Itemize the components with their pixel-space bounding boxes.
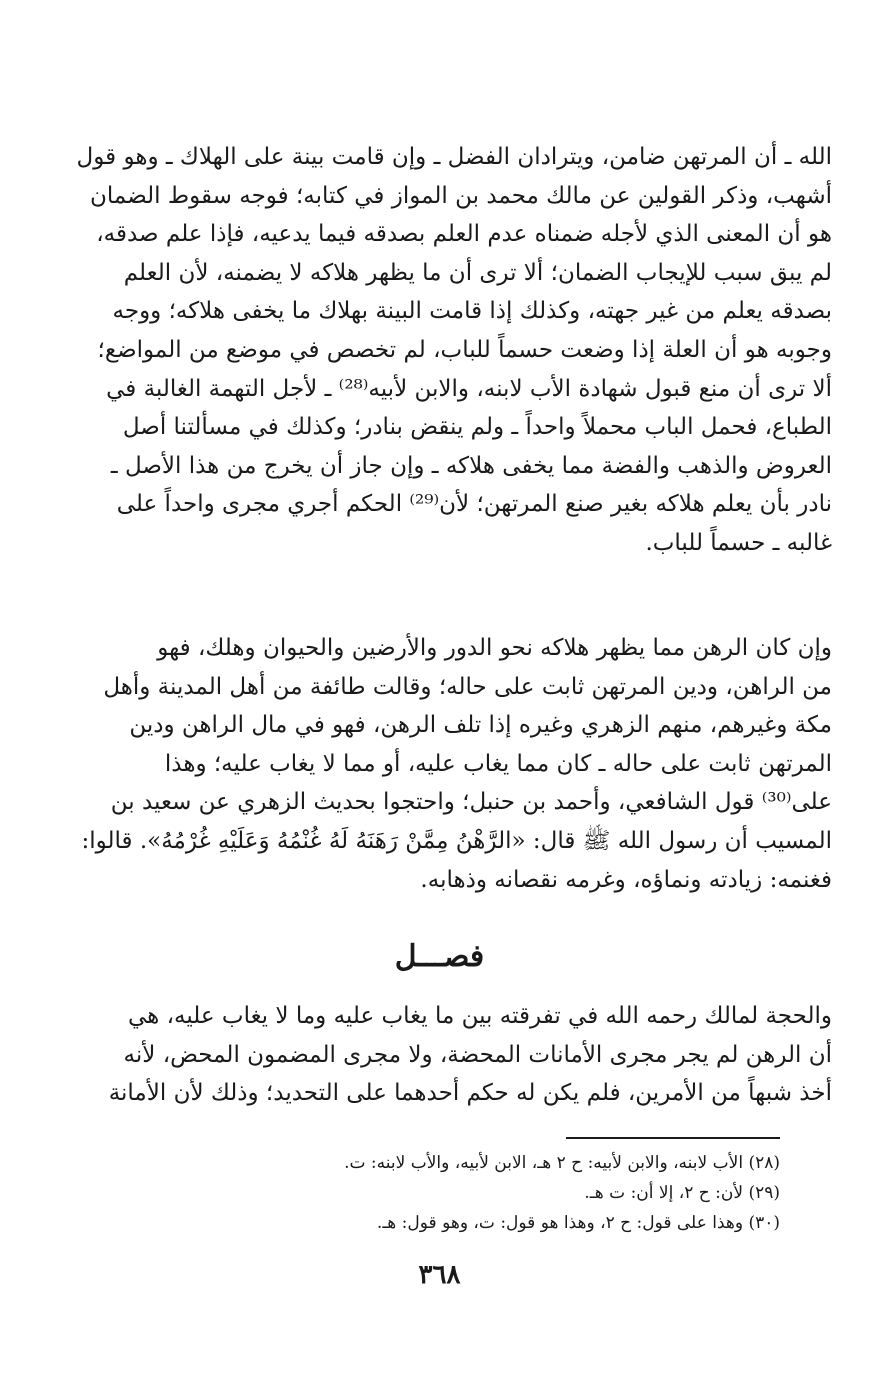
paragraph-1: [46, 138, 832, 563]
text-line: نادر بأن يعلم هلاكه بغير صنع المرتهن؛ لأن⁽²⁹⁾ الحكم أجري مجرى واحداً على: [116, 491, 832, 518]
footnote-item: (٢٨) الأب لابنه، والابن لأبيه: ح ٢ هـ، الابن لأبيه، والأب لابنه: ت.: [344, 1153, 780, 1173]
text-line: والحجة لمالك رحمه الله في تفرقته بين ما يغاب عليه وما لا يغاب عليه، هي: [127, 1003, 832, 1029]
text-line: هو أن المعنى الذي لأجله ضمناه عدم العلم بصدقه فيما يدعيه، فإذا علم صدقه،: [96, 221, 832, 248]
footnote-item: (٣٠) وهذا على قول: ح ٢، وهذا هو قول: ت، وهو قول: هـ.: [376, 1213, 780, 1233]
paragraph-2: [46, 629, 832, 899]
text-line: وإن كان الرهن مما يظهر هلاكه نحو الدور والأرضين والحيوان وهلك، فهو: [157, 635, 832, 661]
text-line: أن الرهن لم يجر مجرى الأمانات المحضة، ولا مجرى المضمون المحض، لأنه: [123, 1041, 832, 1068]
footnotes: [46, 1148, 780, 1238]
text-line: غالبه ـ حسماً للباب.: [645, 529, 832, 556]
text-line: على⁽³⁰⁾ قول الشافعي، وأحمد بن حنبل؛ واحتجوا بحديث الزهري عن سعيد بن: [110, 789, 832, 816]
text-line: من الراهن، ودين المرتهن ثابت على حاله؛ وقالت طائفة من أهل المدينة وأهل: [103, 673, 832, 700]
text-line: وجوبه هو أن العلة إذا وضعت حسماً للباب، لم تخصص في موضع من المواضع؛: [97, 336, 832, 363]
text-line: ألا ترى أن منع قبول شهادة الأب لابنه، والابن لأبيه⁽²⁸⁾ ـ لأجل التهمة الغالبة في: [106, 375, 832, 402]
text-line: مكة وغيرهم، منهم الزهري وغيره إذا تلف الرهن، فهو في مال الراهن ودين: [129, 712, 832, 739]
text-line: الله ـ أن المرتهن ضامن، ويترادان الفضل ـ وإن قامت بينة على الهلاك ـ وهو قول: [76, 144, 832, 170]
text-line: لم يبق سبب للإيجاب الضمان؛ ألا ترى أن ما يظهر هلاكه لا يضمنه، لأن العلم: [123, 259, 832, 286]
text-line: العروض والذهب والفضة مما يخفى هلاكه ـ وإن جاز أن يخرج من هذا الأصل ـ: [110, 452, 832, 479]
text-line: أخذ شبهاً من الأمرين، فلم يكن له حكم أحدهما على التحديد؛ وذلك لأن الأمانة: [108, 1080, 832, 1107]
text-line: المرتهن ثابت على حاله ـ كان مما يغاب عليه، أو مما لا يغاب عليه؛ وهذا: [164, 750, 832, 777]
footnote-divider: [566, 1137, 780, 1139]
text-line: فغنمه: زيادته ونماؤه، وغرمه نقصانه وذهابه.: [420, 866, 832, 893]
section-heading: فصـــل: [394, 939, 485, 974]
paragraph-3: [46, 997, 832, 1113]
page-number: ٣٦٨: [418, 1260, 461, 1290]
text-line: المسيب أن رسول الله ﷺ قال: «الرَّهْنُ مِمَّنْ رَهَنَهُ لَهُ غُنْمُهُ وَعَلَيْهِ غُرْمُهُ». قالوا:: [81, 827, 832, 854]
text-line: الطباع، فحمل الباب محملاً واحداً ـ ولم ينقض بنادر؛ وكذلك في مسألتنا أصل: [122, 414, 832, 441]
text-line: أشهب، وذكر القولين عن مالك محمد بن المواز في كتابه؛ فوجه سقوط الضمان: [90, 182, 832, 209]
footnote-item: (٢٩) لأن: ح ٢، إلا أن: ت هـ.: [584, 1183, 780, 1203]
text-line: بصدقه يعلم من غير جهته، وكذلك إذا قامت البينة بهلاك ما يخفى هلاكه؛ ووجه: [112, 298, 832, 325]
